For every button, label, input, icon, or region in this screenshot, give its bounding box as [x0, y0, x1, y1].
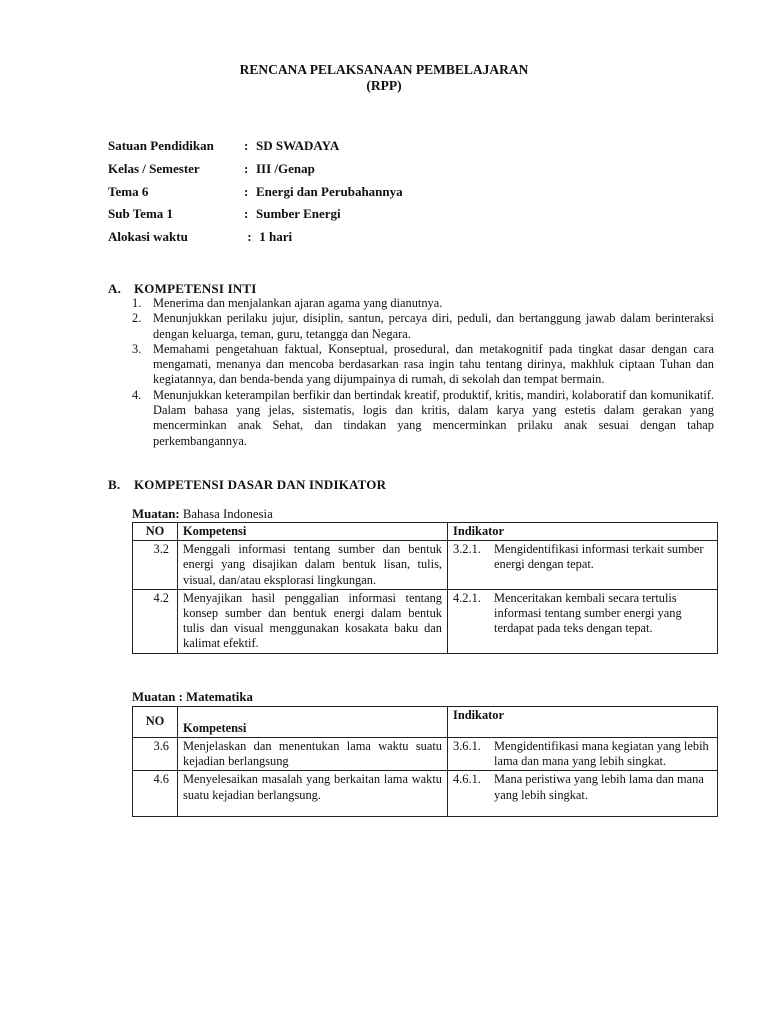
section-b-heading: [108, 477, 386, 493]
section-letter: B.: [108, 477, 121, 492]
list-item: [132, 311, 714, 342]
identity-sep: :: [244, 229, 252, 244]
cell-indikator: [448, 771, 718, 817]
kompetensi-inti-list: [132, 296, 714, 449]
identity-value: III /Genap: [256, 161, 315, 176]
doc-title: RENCANA PELAKSANAAN PEMBELAJARAN: [239, 62, 529, 77]
cell-no: 4.2: [133, 589, 178, 653]
table-matematika: [132, 706, 718, 817]
section-letter: A.: [108, 281, 122, 296]
list-text: Memahami pengetahuan faktual, Konseptual, prosedural, dan metakognitif pada tingkat dasar dengan cara mengamati, menanya dan mencoba berdasarkan rasa ingin tahu tentang dirinya, makhluk ciptaan Tuhan dan kegiatannya, dan benda-benda yang dijumpainya di rumah, di sekolah dan tempat bermain.: [153, 341, 714, 387]
cell-kompetensi: Menggali informasi tentang sumber dan bentuk energi yang disajikan dalam bentuk lisan, tulis, visual, dan/atau eksplorasi lingkungan.: [178, 541, 448, 590]
list-item: [132, 388, 714, 449]
header-indikator: Indikator: [448, 523, 718, 541]
cell-indikator: [448, 589, 718, 653]
list-number: 1.: [132, 296, 142, 310]
muatan-matematika-label: Muatan : Matematika: [132, 690, 253, 704]
muatan-bahasa-label: [132, 507, 273, 522]
identity-value: 1 hari: [256, 229, 293, 244]
list-item: [132, 342, 714, 388]
cell-kompetensi: Menjelaskan dan menentukan lama waktu suatu kejadian berlangsung: [178, 738, 448, 771]
identity-sep: :: [244, 138, 249, 153]
cell-indikator: [448, 541, 718, 590]
section-title: KOMPETENSI DASAR DAN INDIKATOR: [134, 477, 387, 492]
header-no: NO: [133, 707, 178, 738]
indicator-code: 4.2.1.: [453, 590, 481, 605]
identity-value: Energi dan Perubahannya: [256, 184, 403, 199]
header-kompetensi: Kompetensi: [178, 707, 448, 738]
indicator-text: Mana peristiwa yang lebih lama dan mana yang lebih singkat.: [494, 772, 704, 802]
section-title: KOMPETENSI INTI: [134, 281, 257, 296]
identity-value: Sumber Energi: [256, 206, 341, 221]
list-number: 4.: [132, 387, 142, 402]
identity-row-alokasi: [108, 229, 292, 245]
cell-indikator: [448, 738, 718, 771]
identity-row-satuan: [108, 138, 339, 154]
table-header-row: [133, 707, 718, 738]
identity-sep: :: [244, 161, 249, 176]
section-a-heading: [108, 281, 257, 297]
identity-row-subtema: [108, 206, 341, 222]
table-row: [133, 738, 718, 771]
list-number: 3.: [132, 341, 142, 356]
identity-label: Tema 6: [108, 184, 149, 199]
identity-value: SD SWADAYA: [256, 138, 340, 153]
indicator-text: Mengidentifikasi mana kegiatan yang lebih lama dan mana yang lebih singkat.: [494, 739, 709, 769]
cell-kompetensi: Menyajikan hasil penggalian informasi tentang konsep sumber dan bentuk energi dalam bentuk tulis dan visual menggunakan kosakata baku dan kalimat efektif.: [178, 589, 448, 653]
table-header-row: [133, 523, 718, 541]
table-bahasa-indonesia: [132, 522, 718, 654]
indicator-code: 3.2.1.: [453, 542, 481, 557]
identity-row-kelas: [108, 161, 315, 177]
identity-row-tema: [108, 184, 403, 200]
indicator-text: Mengidentifikasi informasi terkait sumber energi dengan tepat.: [494, 542, 704, 572]
table-row: [133, 771, 718, 817]
muatan-label: Muatan:: [132, 507, 180, 521]
doc-subtitle: (RPP): [366, 78, 402, 93]
table-row: [133, 541, 718, 590]
identity-label: Sub Tema 1: [108, 206, 174, 221]
header-no: NO: [133, 523, 178, 541]
identity-label: Alokasi waktu: [108, 229, 188, 244]
list-number: 2.: [132, 311, 142, 326]
header-kompetensi: Kompetensi: [178, 523, 448, 541]
table-row: [133, 589, 718, 653]
indicator-code: 4.6.1.: [453, 772, 481, 787]
identity-sep: :: [244, 206, 249, 221]
identity-label: Satuan Pendidikan: [108, 138, 214, 153]
indicator-text: Menceritakan kembali secara tertulis informasi tentang sumber energi yang terdapat pada teks dengan tepat.: [494, 590, 682, 636]
muatan-value: Bahasa Indonesia: [179, 507, 273, 521]
cell-no: 4.6: [133, 771, 178, 817]
list-text: Menunjukkan perilaku jujur, disiplin, santun, percaya diri, peduli, dan bertanggung jawab dalam berinteraksi dengan keluarga, teman, guru, tetangga dan Negara.: [153, 311, 714, 341]
list-item: [132, 296, 714, 311]
identity-sep: :: [244, 184, 249, 199]
list-text: Menunjukkan keterampilan berfikir dan bertindak kreatif, produktif, kritis, mandiri, kolaboratif dan komunikatif. Dalam bahasa yang jelas, sistematis, logis dan kritis, dalam karya yang estetis dalam gerakan yang mencerminkan anak Sehat, dan tindakan yang mencerminkan prilaku anak sesuai dengan tahap perkembangannya.: [153, 387, 714, 448]
cell-no: 3.2: [133, 541, 178, 590]
header-indikator: Indikator: [448, 707, 718, 738]
list-text: Menerima dan menjalankan ajaran agama yang dianutnya.: [153, 296, 443, 310]
cell-no: 3.6: [133, 738, 178, 771]
cell-kompetensi: Menyelesaikan masalah yang berkaitan lama waktu suatu kejadian berlangsung.: [178, 771, 448, 817]
indicator-code: 3.6.1.: [453, 739, 481, 753]
identity-label: Kelas / Semester: [108, 161, 200, 176]
